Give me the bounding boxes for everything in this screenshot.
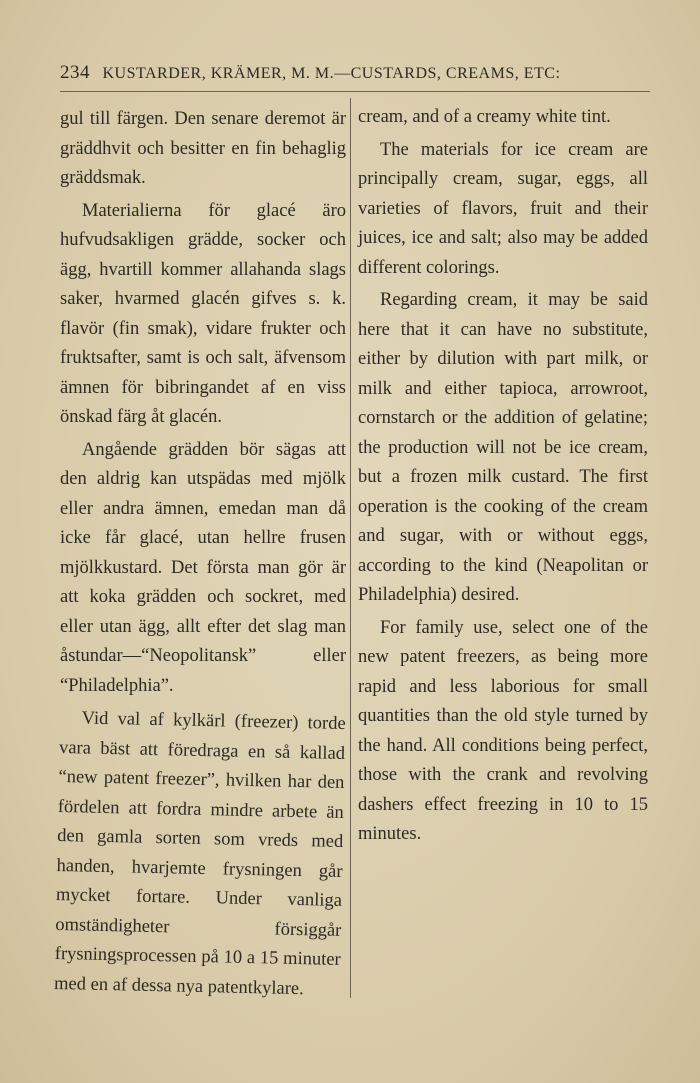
english-column (358, 103, 648, 850)
header-rule (60, 91, 650, 92)
english-paragraph: The materials for ice cream are principally cream, sugar, eggs, all varieties of flavors, fruit and their juices, ice and salt; also may be added different colorings. (358, 139, 648, 278)
swedish-paragraph: gul till färgen. Den senare deremot är gräddhvit och besitter en fin behaglig gräddsmak. (60, 109, 346, 188)
running-title: KUSTARDER, KRÄMER, M. M.—CUSTARDS, CREAMS, ETC: (102, 65, 561, 82)
english-paragraph: cream, and of a creamy white tint. (358, 107, 611, 127)
page-number: 234 (60, 62, 90, 83)
swedish-paragraph: Vid val af kylkärl (freezer) torde vara bäst att föredraga en så kallad “new patent freezer”, hvilken har den fördelen att fordra mindre arbete än den gamla sorten som vreds med handen, hvarjemte frysningen går mycket fortare. Under vanliga omständigheter försiggår frysningsprocessen på 10 a 15 minuter med en af dessa nya patentkylare. (53, 708, 346, 999)
english-paragraph: For family use, select one of the new patent freezers, as being more rapid and less laborious for small quantities than the old style turned by the hand. All conditions being perfect, those with the crank and revolving dashers effect freezing in 10 to 15 minutes. (358, 617, 648, 844)
running-header (60, 62, 648, 84)
swedish-paragraph: Angående grädden bör sägas att den aldrig kan utspädas med mjölk eller andra ämnen, emedan man då icke får glacé, utan hellre frusen mjölkkustard. Det första man gör är att koka grädden och sockret, med eller utan ägg, allt efter det slag man åstundar—“Neopolitansk” eller “Philadelphia”. (60, 439, 346, 696)
english-paragraph: Regarding cream, it may be said here that it can have no substitute, either by dilution with part milk, or milk and either tapioca, arrowroot, cornstarch or the addition of gelatine; the production will not be ice cream, but a frozen milk custard. The first operation is the cooking of the cream and sugar, with or without eggs, according to the kind (Neapolitan or Philadelphia) desired. (358, 290, 648, 605)
swedish-column (53, 105, 346, 999)
swedish-paragraph: Materialierna för glacé äro hufvudsakligen grädde, socker och ägg, hvartill kommer allahanda slags saker, hvarmed glacén gifves s. k. flavör (fin smak), vidare frukter och fruktsafter, samt is och salt, äfvensom ämnen för bibringandet af en viss önskad färg åt glacén. (60, 200, 346, 427)
column-divider (350, 98, 351, 998)
